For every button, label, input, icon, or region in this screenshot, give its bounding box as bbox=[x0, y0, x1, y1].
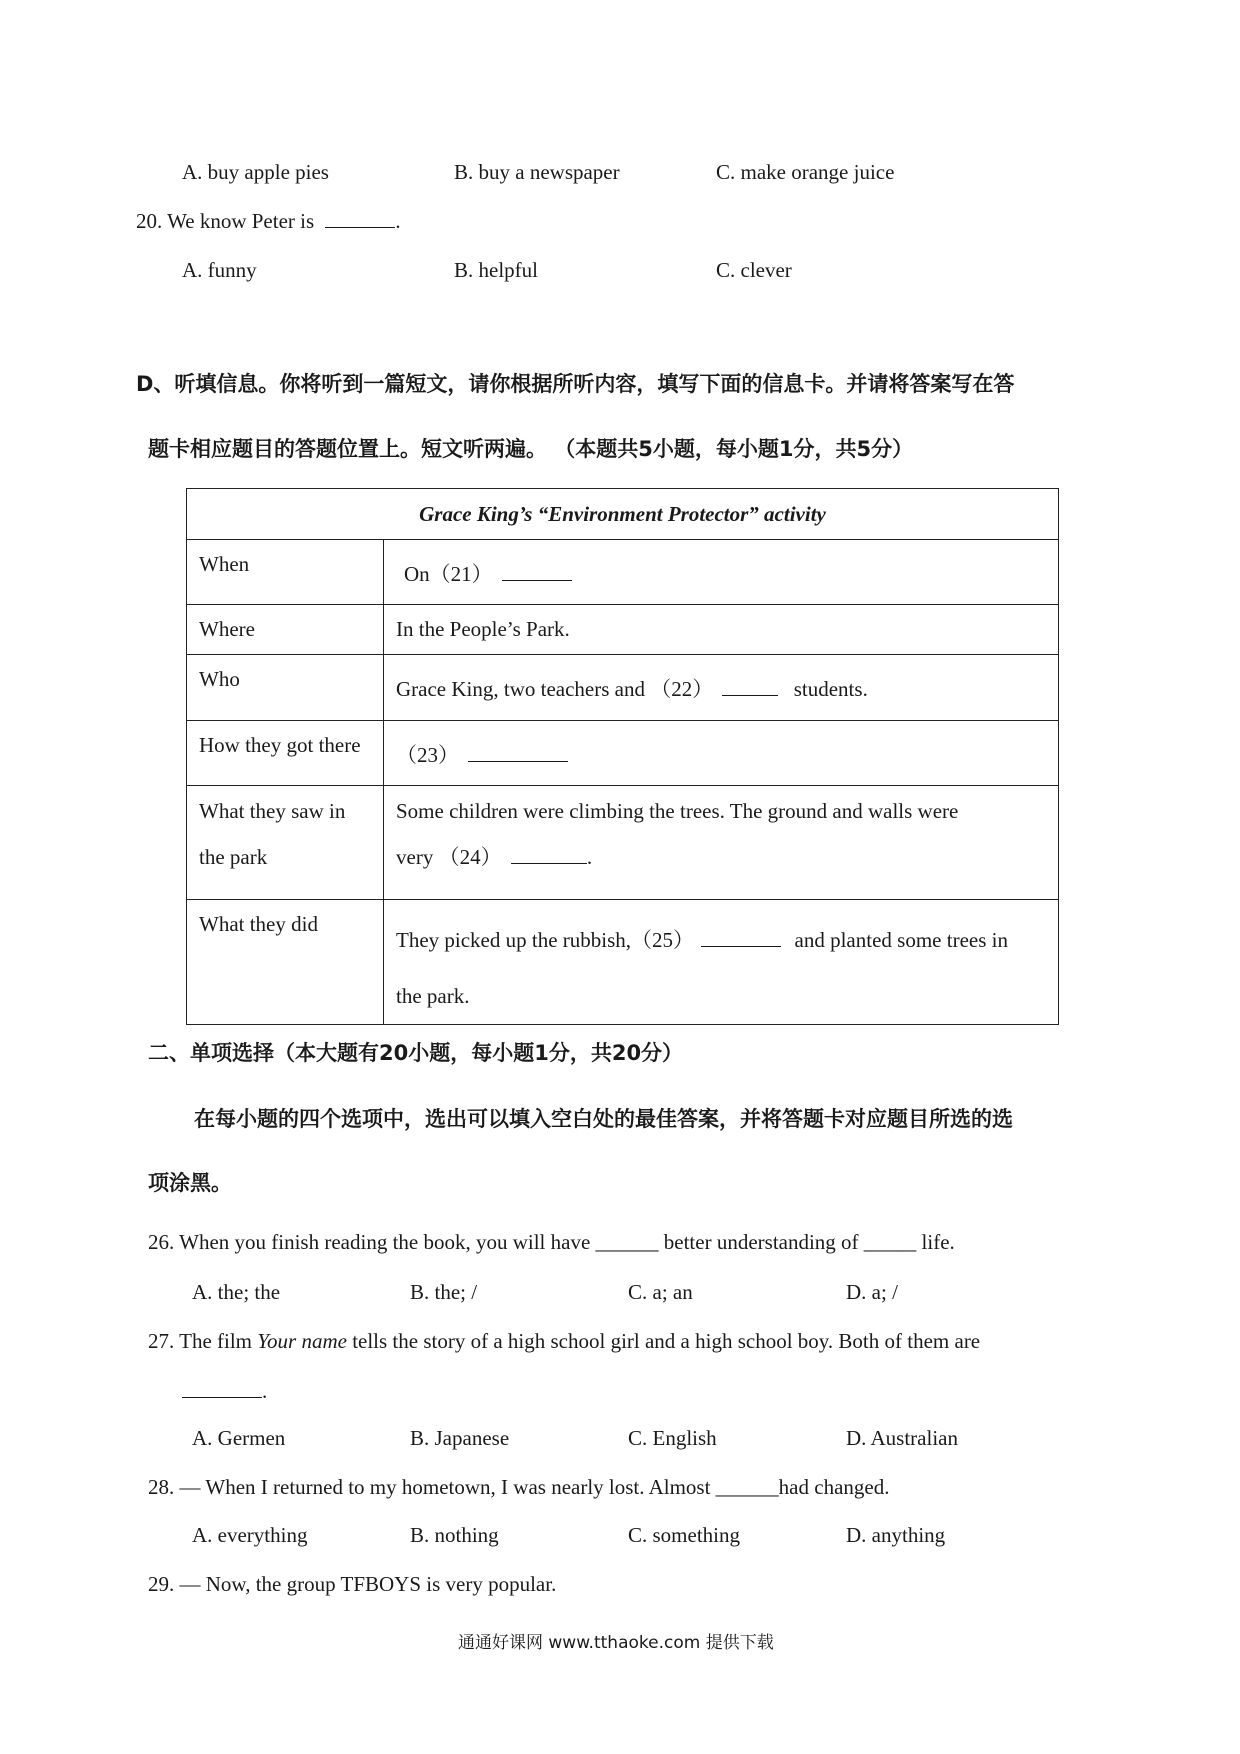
q27-stem-after: tells the story of a high school girl and a high school boy. Both of them are bbox=[346, 1329, 981, 1353]
row-text: They picked up the rubbish,（25） bbox=[396, 928, 695, 952]
row-label: When bbox=[187, 540, 384, 605]
answer-blank-23 bbox=[468, 743, 568, 762]
q20-option-a: A. funny bbox=[182, 258, 257, 282]
row-text-line1 bbox=[396, 912, 1046, 968]
row-label-line2: the park bbox=[199, 845, 268, 869]
q26-stem: 26. When you finish reading the book, you will have ______ better understanding of _____ life. bbox=[148, 1230, 955, 1254]
table-row bbox=[187, 655, 1059, 721]
q19-option-a: A. buy apple pies bbox=[182, 160, 329, 184]
q27-blank-line bbox=[182, 1379, 267, 1404]
answer-blank-22 bbox=[722, 677, 778, 696]
q26-option-c: C. a; an bbox=[628, 1280, 693, 1304]
row-label-line1: What they saw in bbox=[199, 799, 346, 823]
answer-blank-21 bbox=[502, 562, 572, 581]
row-text: very （24） bbox=[396, 845, 502, 869]
part2-instruction-line2: 项涂黑。 bbox=[148, 1171, 232, 1195]
row-text-end: . bbox=[586, 845, 593, 869]
row-content bbox=[384, 655, 1059, 721]
q27-stem bbox=[148, 1329, 980, 1354]
row-content bbox=[384, 540, 1059, 605]
q27-option-c: C. English bbox=[628, 1426, 717, 1450]
row-text: Grace King, two teachers and （22） bbox=[396, 677, 714, 701]
q28-option-b: B. nothing bbox=[410, 1523, 499, 1547]
q26-option-b: B. the; / bbox=[410, 1280, 478, 1304]
row-text-line2 bbox=[396, 834, 1046, 880]
q28-option-c: C. something bbox=[628, 1523, 741, 1547]
q28-option-a: A. everything bbox=[192, 1523, 308, 1547]
q27-option-a: A. Germen bbox=[192, 1426, 286, 1450]
row-text-after: and planted some trees in bbox=[794, 928, 1008, 952]
table-row bbox=[187, 605, 1059, 655]
table-row bbox=[187, 786, 1059, 900]
q28-stem: 28. — When I returned to my hometown, I was nearly lost. Almost ______had changed. bbox=[148, 1475, 890, 1499]
row-label: Where bbox=[187, 605, 384, 655]
part2-instruction-line1: 在每小题的四个选项中，选出可以填入空白处的最佳答案，并将答题卡对应题目所选的选 bbox=[194, 1107, 1013, 1131]
q20-option-c: C. clever bbox=[716, 258, 792, 282]
row-label: Who bbox=[187, 655, 384, 721]
q29-stem: 29. — Now, the group TFBOYS is very popular. bbox=[148, 1572, 557, 1596]
table-row bbox=[187, 540, 1059, 605]
q19-option-b: B. buy a newspaper bbox=[454, 160, 620, 184]
q26-option-a: A. the; the bbox=[192, 1280, 281, 1304]
answer-blank-25 bbox=[701, 928, 781, 947]
page-footer: 通通好课网 www.tthaoke.com 提供下载 bbox=[458, 1633, 774, 1653]
row-text: （23） bbox=[396, 743, 459, 767]
row-text-after: students. bbox=[793, 677, 868, 701]
answer-blank bbox=[182, 1379, 262, 1398]
row-text: In the People’s Park. bbox=[384, 605, 1059, 655]
row-content bbox=[384, 786, 1059, 900]
info-card-title: Grace King’s “Environment Protector” activity bbox=[187, 489, 1059, 540]
q20-stem bbox=[136, 209, 401, 234]
q20-option-b: B. helpful bbox=[454, 258, 538, 282]
row-label: How they got there bbox=[187, 721, 384, 786]
q27-option-d: D. Australian bbox=[846, 1426, 958, 1450]
row-content bbox=[384, 721, 1059, 786]
q19-option-c: C. make orange juice bbox=[716, 160, 895, 184]
table-row bbox=[187, 900, 1059, 1025]
q20-end: . bbox=[395, 209, 401, 233]
section-d-instruction-line1: D、听填信息。你将听到一篇短文，请你根据所听内容，填写下面的信息卡。并请将答案写在答 bbox=[136, 372, 1015, 396]
section-d-instruction-line2: 题卡相应题目的答题位置上。短文听两遍。 （本题共5小题，每小题1分，共5分） bbox=[148, 437, 914, 461]
answer-blank-24 bbox=[511, 845, 587, 864]
part2-heading: 二、单项选择（本大题有20小题，每小题1分，共20分） bbox=[148, 1041, 684, 1065]
answer-blank bbox=[325, 209, 395, 228]
row-text: On（21） bbox=[404, 562, 493, 586]
q27-option-b: B. Japanese bbox=[410, 1426, 510, 1450]
q27-stem-before: 27. The film bbox=[148, 1329, 258, 1353]
q26-option-d: D. a; / bbox=[846, 1280, 898, 1304]
row-content bbox=[384, 900, 1059, 1025]
row-text-line2: the park. bbox=[396, 984, 470, 1008]
row-text-line1: Some children were climbing the trees. The ground and walls were bbox=[396, 799, 959, 823]
info-card-table bbox=[186, 488, 1059, 1025]
q27-end: . bbox=[262, 1379, 268, 1403]
q20-stem-text: 20. We know Peter is bbox=[136, 209, 315, 233]
q28-option-d: D. anything bbox=[846, 1523, 946, 1547]
table-row bbox=[187, 721, 1059, 786]
row-label: What they did bbox=[187, 900, 384, 1025]
q27-film-title: Your name bbox=[257, 1329, 347, 1353]
row-label bbox=[187, 786, 384, 900]
